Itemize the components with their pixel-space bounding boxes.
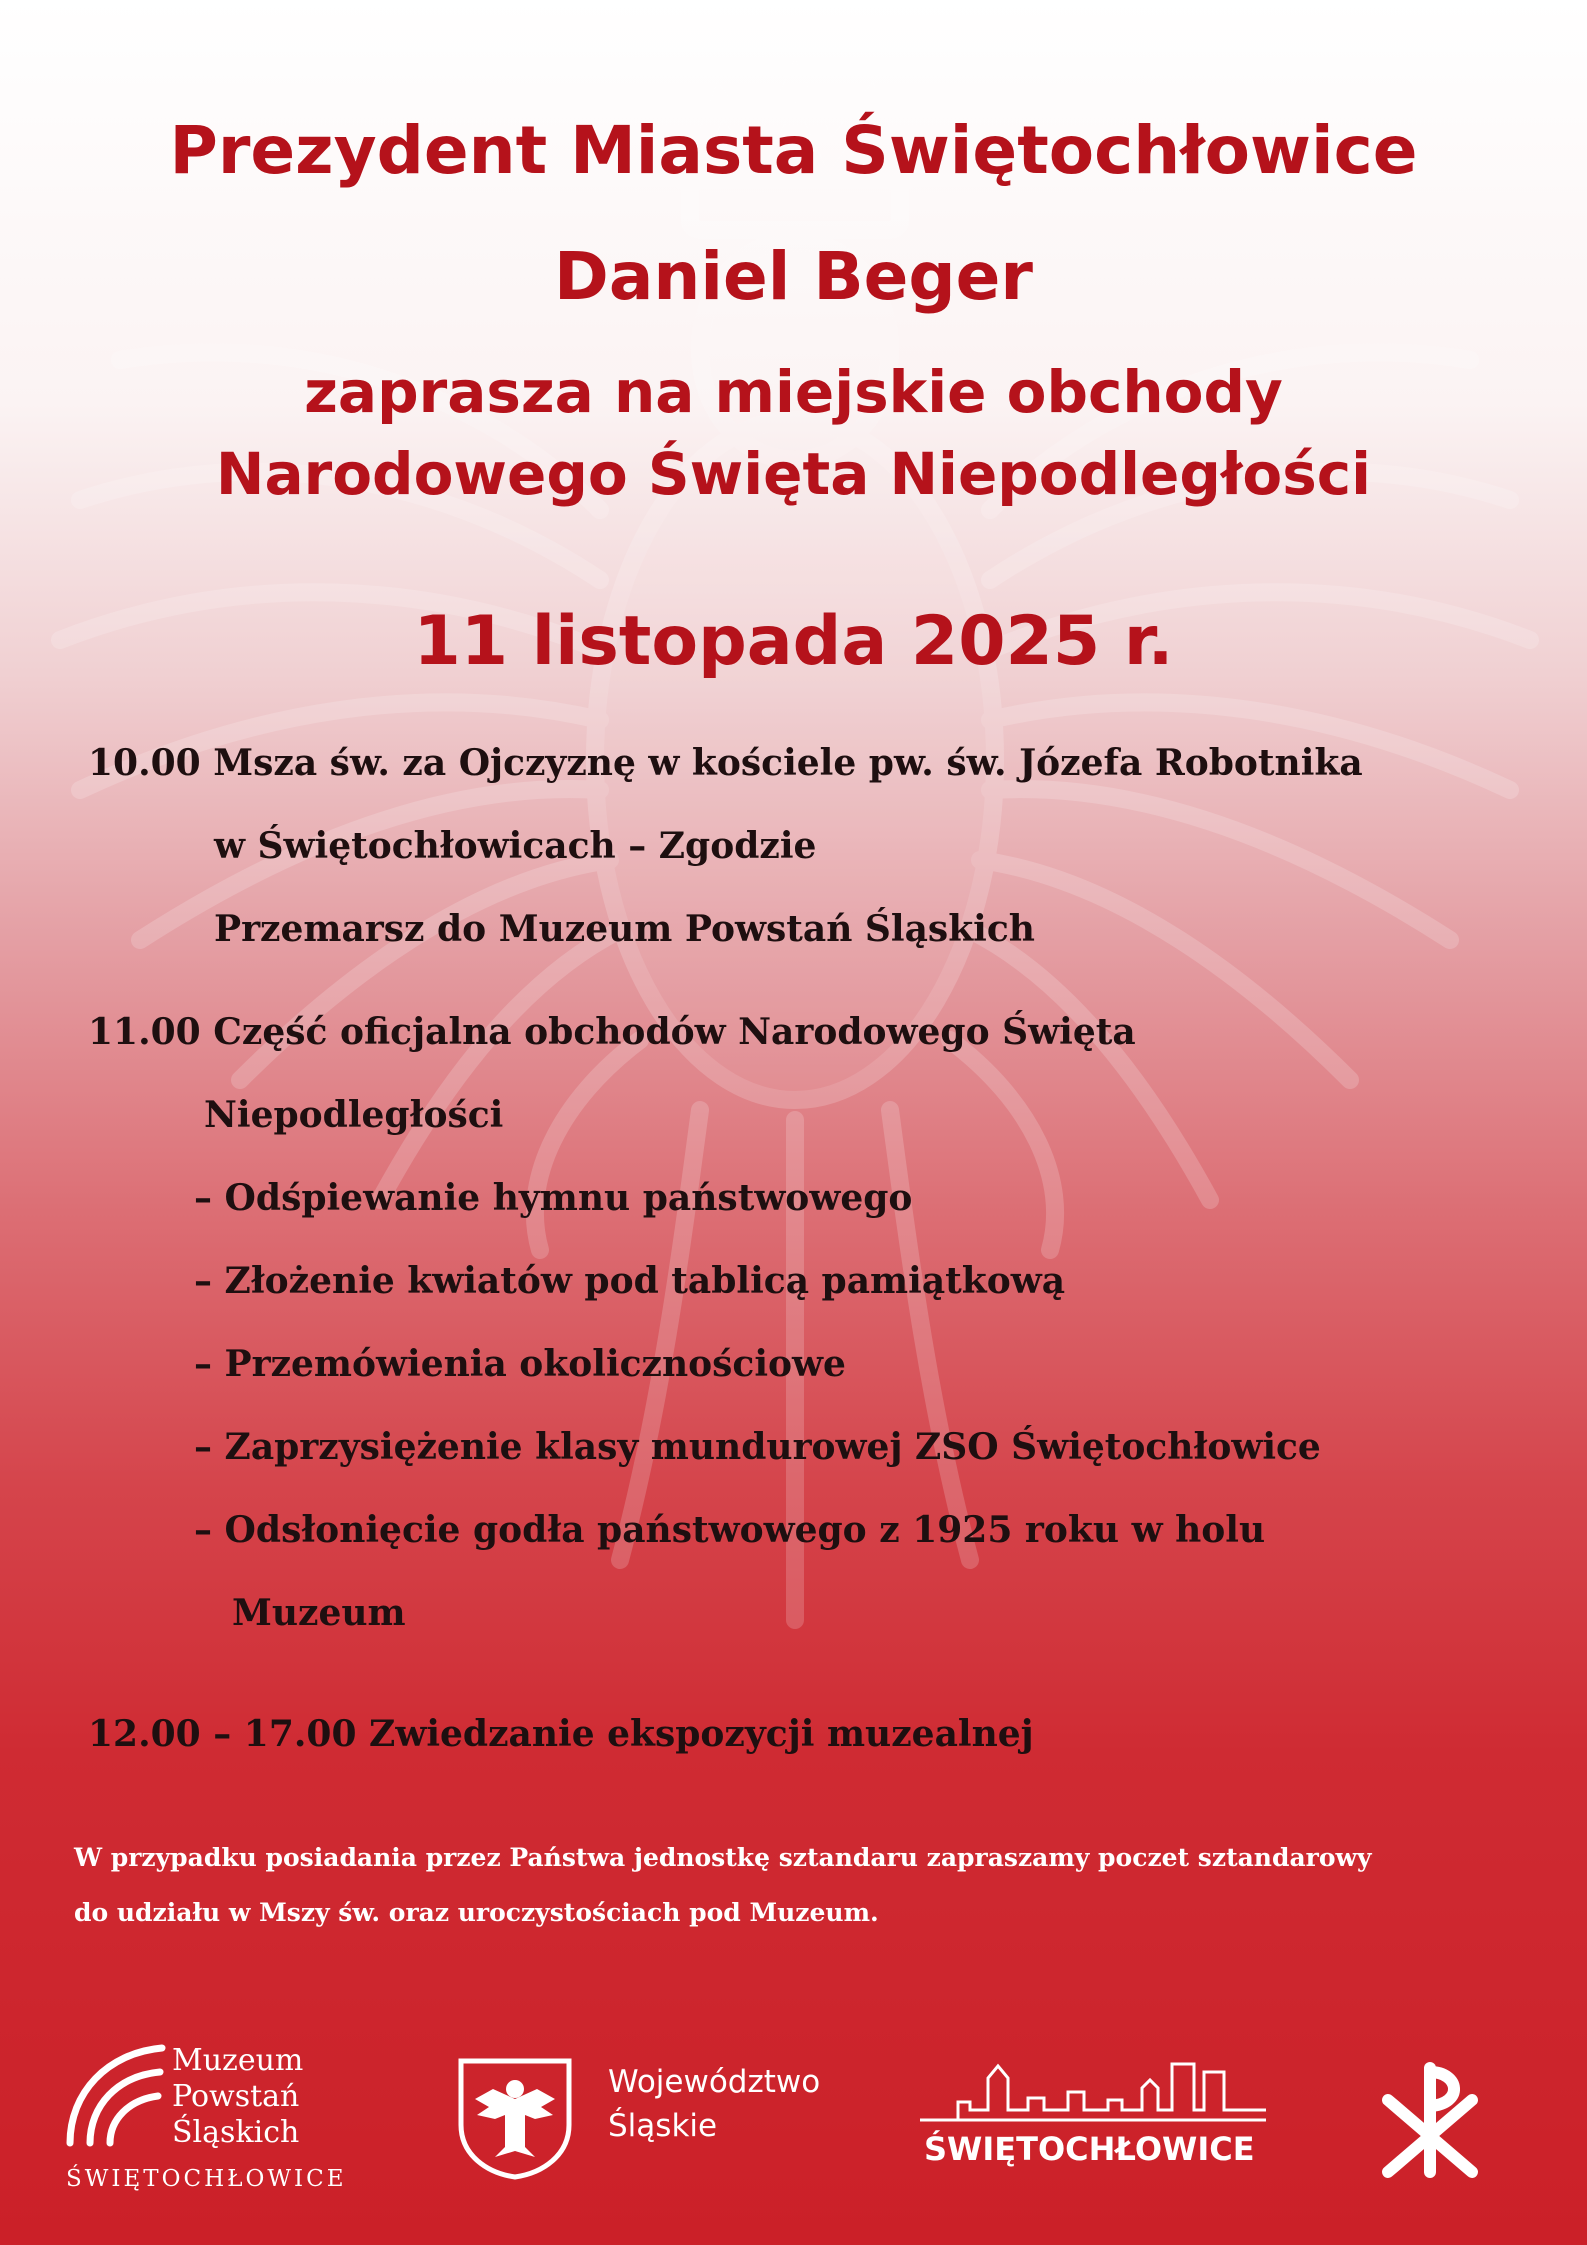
voivodeship-logo-text: [608, 2060, 820, 2148]
program-sub-item-1: – Odśpiewanie hymnu państwowego: [194, 1177, 913, 1219]
program-sub-item-5-line-2: Muzeum: [232, 1592, 406, 1634]
voivodeship-name-line-1: Województwo: [608, 2064, 821, 2100]
program-item-2-line-2: Niepodległości: [204, 1094, 504, 1136]
city-skyline-icon: [918, 2048, 1268, 2124]
program-item-3: 12.00 – 17.00 Zwiedzanie ekspozycji muzealnej: [88, 1713, 1034, 1755]
title-line-3: zaprasza na miejskie obchody: [304, 358, 1283, 426]
silesia-coat-of-arms-icon: [455, 2055, 575, 2181]
museum-arcs-icon: [62, 2038, 172, 2148]
museum-city: ŚWIĘTOCHŁOWICE: [66, 2166, 347, 2192]
program-sub-item-4: – Zaprzysiężenie klasy mundurowej ZSO Świętochłowice: [194, 1426, 1321, 1468]
museum-name-line-2: Powstań: [172, 2079, 300, 2114]
title-line-1: Prezydent Miasta Świętochłowice: [169, 112, 1418, 189]
program-item-1-line-3: Przemarsz do Muzeum Powstań Śląskich: [214, 908, 1035, 950]
program-sub-item-2: – Złożenie kwiatów pod tablicą pamiątkową: [194, 1260, 1066, 1302]
program-item-1-line-2: w Świętochłowicach – Zgodzie: [214, 825, 817, 867]
program-sub-item-5-line-1: – Odsłonięcie godła państwowego z 1925 roku w holu: [194, 1509, 1266, 1551]
title-line-4: Narodowego Święta Niepodległości: [215, 440, 1372, 508]
city-logo-text: ŚWIĘTOCHŁOWICE: [924, 2130, 1255, 2168]
voivodeship-name-line-2: Śląskie: [608, 2108, 718, 2144]
chi-rho-icon: [1378, 2060, 1482, 2180]
program-sub-item-3: – Przemówienia okolicznościowe: [194, 1343, 846, 1385]
museum-name-line-1: Muzeum: [172, 2043, 304, 2078]
program-item-1-line-1: 10.00 Msza św. za Ojczyznę w kościele pw. św. Józefa Robotnika: [88, 742, 1363, 784]
note-line-2: do udziału w Mszy św. oraz uroczystościach pod Muzeum.: [74, 1898, 879, 1927]
event-date: 11 listopada 2025 r.: [413, 602, 1174, 681]
museum-logo-text: [172, 2043, 303, 2151]
note-line-1: W przypadku posiadania przez Państwa jednostkę sztandaru zapraszamy poczet sztandarowy: [74, 1843, 1372, 1872]
title-line-2: Daniel Beger: [554, 238, 1033, 315]
museum-name-line-3: Śląskich: [172, 2115, 300, 2150]
program-item-2-line-1: 11.00 Część oficjalna obchodów Narodowego Święta: [88, 1011, 1136, 1053]
